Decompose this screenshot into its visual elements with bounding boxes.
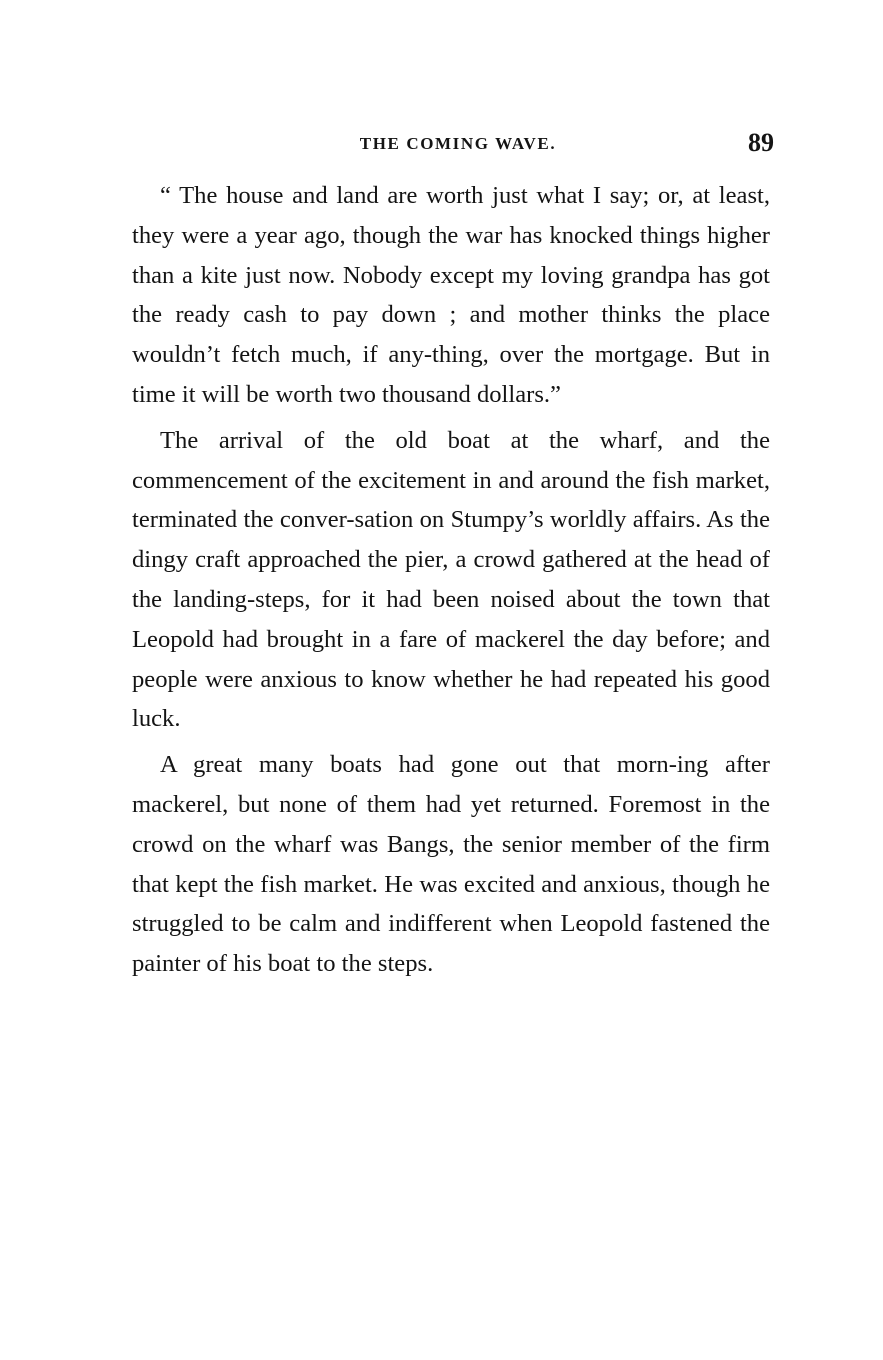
paragraph-1: “ The house and land are worth just what I say; or, at least, they were a year ago, though the war has knocked things higher than a kite just now. Nobody except my loving grandpa has got the ready cash to pay down ; and mother thinks the place wouldn’t fetch much, if any-thing, over the mortgage. But in time it will be worth two thousand dollars.” (132, 182, 770, 408)
running-title: THE COMING WAVE. (359, 134, 557, 153)
body-text (132, 176, 770, 990)
paragraph-3: A great many boats had gone out that morn-ing after mackerel, but none of them had yet returned. Foremost in the crowd on the wharf was Bangs, the senior member of the firm that kept the fish market. He was excited and anxious, though he struggled to be calm and indifferent when Leopold fastened the painter of his boat to the steps. (132, 751, 770, 978)
paragraph-2: The arrival of the old boat at the wharf, and the commencement of the excitement in and around the fish market, terminated the conver-sation on Stumpy’s worldly affairs. As the dingy craft approached the pier, a crowd gathered at the head of the landing-steps, for it had been noised about the town that Leopold had brought in a fare of mackerel the day before; and people were anxious to know whether he had repeated his good luck. (132, 426, 770, 733)
running-head (132, 128, 774, 162)
page-number: 89 (748, 128, 774, 157)
